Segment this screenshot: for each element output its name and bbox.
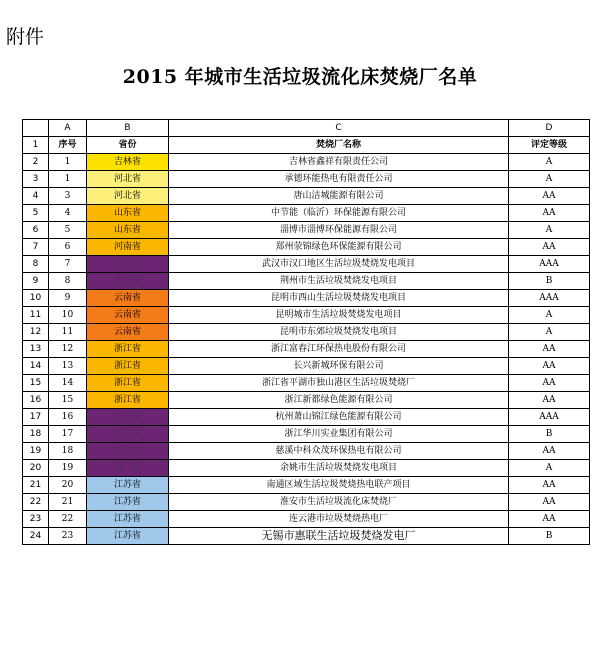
cell-no[interactable]: 19 bbox=[49, 460, 87, 477]
row-number[interactable]: 13 bbox=[23, 341, 49, 358]
table-row bbox=[23, 392, 590, 409]
row-number[interactable]: 23 bbox=[23, 511, 49, 528]
cell-no[interactable]: 14 bbox=[49, 375, 87, 392]
cell-name[interactable]: 杭州萧山锦江绿色能源有限公司 bbox=[169, 409, 509, 426]
cell-no[interactable]: 12 bbox=[49, 341, 87, 358]
cell-no[interactable]: 9 bbox=[49, 290, 87, 307]
cell-name[interactable]: 昆明市西山生活垃圾焚烧发电项目 bbox=[169, 290, 509, 307]
cell-province[interactable]: 湖北省 bbox=[87, 256, 169, 273]
header-province: 省份 bbox=[87, 137, 169, 154]
row-number[interactable]: 5 bbox=[23, 205, 49, 222]
cell-no[interactable]: 1 bbox=[49, 154, 87, 171]
cell-grade[interactable]: AA bbox=[509, 239, 590, 256]
cell-grade[interactable]: AA bbox=[509, 341, 590, 358]
cell-no[interactable]: 17 bbox=[49, 426, 87, 443]
cell-province[interactable]: 湖北省 bbox=[87, 273, 169, 290]
header-no: 序号 bbox=[49, 137, 87, 154]
cell-name[interactable]: 连云港市垃圾焚烧热电厂 bbox=[169, 511, 509, 528]
cell-grade[interactable]: AAA bbox=[509, 290, 590, 307]
cell-name[interactable]: 浙江富春江环保热电股份有限公司 bbox=[169, 341, 509, 358]
cell-no[interactable]: 6 bbox=[49, 239, 87, 256]
cell-province[interactable]: 云南省 bbox=[87, 324, 169, 341]
cell-province[interactable]: 浙江省 bbox=[87, 443, 169, 460]
cell-grade[interactable]: A bbox=[509, 460, 590, 477]
cell-name[interactable]: 无锡市惠联生活垃圾焚烧发电厂 bbox=[169, 528, 509, 545]
table-row bbox=[23, 188, 590, 205]
row-number[interactable]: 18 bbox=[23, 426, 49, 443]
annex-label: 附件 bbox=[6, 26, 45, 48]
table-row bbox=[23, 205, 590, 222]
cell-province[interactable]: 浙江省 bbox=[87, 426, 169, 443]
cell-no[interactable]: 7 bbox=[49, 256, 87, 273]
row-number[interactable]: 1 bbox=[23, 137, 49, 154]
cell-name[interactable]: 承德环能热电有限责任公司 bbox=[169, 171, 509, 188]
cell-no[interactable]: 22 bbox=[49, 511, 87, 528]
cell-grade[interactable]: AA bbox=[509, 392, 590, 409]
table-row bbox=[23, 375, 590, 392]
cell-province[interactable]: 浙江省 bbox=[87, 375, 169, 392]
row-number[interactable]: 22 bbox=[23, 494, 49, 511]
cell-no[interactable]: 3 bbox=[49, 188, 87, 205]
table-body bbox=[23, 154, 590, 545]
cell-no[interactable]: 10 bbox=[49, 307, 87, 324]
cell-name[interactable]: 淄博市淄博环保能源有限公司 bbox=[169, 222, 509, 239]
row-number[interactable]: 4 bbox=[23, 188, 49, 205]
cell-no[interactable]: 8 bbox=[49, 273, 87, 290]
cell-province[interactable]: 山东省 bbox=[87, 205, 169, 222]
row-number[interactable]: 14 bbox=[23, 358, 49, 375]
cell-name[interactable]: 浙江省平湖市独山港区生活垃圾焚烧厂 bbox=[169, 375, 509, 392]
table-row bbox=[23, 290, 590, 307]
cell-name[interactable]: 浙江新都绿色能源有限公司 bbox=[169, 392, 509, 409]
cell-grade[interactable]: A bbox=[509, 154, 590, 171]
cell-name[interactable]: 淮安市生活垃圾流化床焚烧厂 bbox=[169, 494, 509, 511]
cell-province[interactable]: 浙江省 bbox=[87, 341, 169, 358]
table-row bbox=[23, 511, 590, 528]
cell-province[interactable]: 河北省 bbox=[87, 171, 169, 188]
cell-grade[interactable]: A bbox=[509, 222, 590, 239]
cell-name[interactable]: 中节能（临沂）环保能源有限公司 bbox=[169, 205, 509, 222]
cell-name[interactable]: 慈溪中科众茂环保热电有限公司 bbox=[169, 443, 509, 460]
cell-province[interactable]: 云南省 bbox=[87, 307, 169, 324]
header-row bbox=[23, 137, 590, 154]
cell-grade[interactable]: AA bbox=[509, 188, 590, 205]
cell-grade[interactable]: AAA bbox=[509, 256, 590, 273]
row-number[interactable]: 20 bbox=[23, 460, 49, 477]
cell-province[interactable]: 江苏省 bbox=[87, 511, 169, 528]
cell-province[interactable]: 浙江省 bbox=[87, 409, 169, 426]
column-letter-row bbox=[23, 120, 590, 137]
cell-grade[interactable]: B bbox=[509, 426, 590, 443]
row-number[interactable]: 8 bbox=[23, 256, 49, 273]
row-number[interactable]: 6 bbox=[23, 222, 49, 239]
cell-no[interactable]: 23 bbox=[49, 528, 87, 545]
row-number[interactable]: 7 bbox=[23, 239, 49, 256]
table-row bbox=[23, 460, 590, 477]
cell-grade[interactable]: AA bbox=[509, 477, 590, 494]
table-row bbox=[23, 409, 590, 426]
table-row bbox=[23, 494, 590, 511]
table-row bbox=[23, 477, 590, 494]
header-name: 焚烧厂名称 bbox=[169, 137, 509, 154]
column-header-a[interactable]: A bbox=[49, 120, 87, 137]
cell-name[interactable]: 长兴新城环保有限公司 bbox=[169, 358, 509, 375]
cell-no[interactable]: 18 bbox=[49, 443, 87, 460]
row-number[interactable]: 19 bbox=[23, 443, 49, 460]
cell-name[interactable]: 南通区域生活垃圾焚烧热电联产项目 bbox=[169, 477, 509, 494]
table-row bbox=[23, 256, 590, 273]
cell-grade[interactable]: AA bbox=[509, 494, 590, 511]
cell-name[interactable]: 郑州荥锦绿色环保能源有限公司 bbox=[169, 239, 509, 256]
cell-grade[interactable]: AA bbox=[509, 511, 590, 528]
table-row bbox=[23, 341, 590, 358]
column-header-d[interactable]: D bbox=[509, 120, 590, 137]
row-number[interactable]: 21 bbox=[23, 477, 49, 494]
table-row bbox=[23, 443, 590, 460]
row-number[interactable]: 16 bbox=[23, 392, 49, 409]
cell-province[interactable]: 吉林省 bbox=[87, 154, 169, 171]
row-number[interactable]: 15 bbox=[23, 375, 49, 392]
cell-name[interactable]: 武汉市汉口地区生活垃圾焚烧发电项目 bbox=[169, 256, 509, 273]
cell-grade[interactable]: B bbox=[509, 528, 590, 545]
row-number[interactable]: 3 bbox=[23, 171, 49, 188]
column-header-b[interactable]: B bbox=[87, 120, 169, 137]
cell-no[interactable]: 1 bbox=[49, 171, 87, 188]
cell-no[interactable]: 13 bbox=[49, 358, 87, 375]
cell-no[interactable]: 11 bbox=[49, 324, 87, 341]
cell-name[interactable]: 昆明市东郊垃圾焚烧发电项目 bbox=[169, 324, 509, 341]
cell-name[interactable]: 浙江华川实业集团有限公司 bbox=[169, 426, 509, 443]
cell-grade[interactable]: AA bbox=[509, 358, 590, 375]
cell-province[interactable]: 山东省 bbox=[87, 222, 169, 239]
cell-province[interactable]: 浙江省 bbox=[87, 358, 169, 375]
cell-grade[interactable]: A bbox=[509, 324, 590, 341]
cell-grade[interactable]: AAA bbox=[509, 409, 590, 426]
cell-province[interactable]: 浙江省 bbox=[87, 392, 169, 409]
cell-province[interactable]: 浙江省 bbox=[87, 460, 169, 477]
table-row bbox=[23, 154, 590, 171]
row-number[interactable]: 12 bbox=[23, 324, 49, 341]
cell-no[interactable]: 21 bbox=[49, 494, 87, 511]
cell-grade[interactable]: AA bbox=[509, 443, 590, 460]
cell-no[interactable]: 15 bbox=[49, 392, 87, 409]
cell-name[interactable]: 吉林省鑫祥有限责任公司 bbox=[169, 154, 509, 171]
cell-name[interactable]: 余姚市生活垃圾焚烧发电项目 bbox=[169, 460, 509, 477]
column-header-c[interactable]: C bbox=[169, 120, 509, 137]
row-number[interactable]: 2 bbox=[23, 154, 49, 171]
table-row bbox=[23, 273, 590, 290]
header-grade: 评定等级 bbox=[509, 137, 590, 154]
cell-name[interactable]: 昆明城市生活垃圾焚烧发电项目 bbox=[169, 307, 509, 324]
row-number[interactable]: 10 bbox=[23, 290, 49, 307]
document-title: 2015 年城市生活垃圾流化床焚烧厂名单 bbox=[122, 66, 478, 88]
cell-no[interactable]: 16 bbox=[49, 409, 87, 426]
table-row bbox=[23, 528, 590, 545]
cell-no[interactable]: 4 bbox=[49, 205, 87, 222]
cell-grade[interactable]: A bbox=[509, 171, 590, 188]
cell-name[interactable]: 唐山洁城能源有限公司 bbox=[169, 188, 509, 205]
cell-province[interactable]: 河北省 bbox=[87, 188, 169, 205]
table-row bbox=[23, 358, 590, 375]
cell-province[interactable]: 江苏省 bbox=[87, 494, 169, 511]
table-row bbox=[23, 324, 590, 341]
cell-grade[interactable]: A bbox=[509, 307, 590, 324]
table-row bbox=[23, 307, 590, 324]
table-row bbox=[23, 426, 590, 443]
cell-province[interactable]: 江苏省 bbox=[87, 528, 169, 545]
table-row bbox=[23, 222, 590, 239]
row-number[interactable]: 9 bbox=[23, 273, 49, 290]
cell-name[interactable]: 荆州市生活垃圾焚烧发电项目 bbox=[169, 273, 509, 290]
corner-cell[interactable] bbox=[23, 120, 49, 137]
table-row bbox=[23, 171, 590, 188]
cell-province[interactable]: 河南省 bbox=[87, 239, 169, 256]
row-number[interactable]: 17 bbox=[23, 409, 49, 426]
cell-grade[interactable]: B bbox=[509, 273, 590, 290]
cell-province[interactable]: 云南省 bbox=[87, 290, 169, 307]
cell-no[interactable]: 5 bbox=[49, 222, 87, 239]
row-number[interactable]: 11 bbox=[23, 307, 49, 324]
table-row bbox=[23, 239, 590, 256]
cell-grade[interactable]: AA bbox=[509, 205, 590, 222]
cell-grade[interactable]: AA bbox=[509, 375, 590, 392]
incinerator-table bbox=[22, 119, 590, 545]
cell-province[interactable]: 江苏省 bbox=[87, 477, 169, 494]
row-number[interactable]: 24 bbox=[23, 528, 49, 545]
cell-no[interactable]: 20 bbox=[49, 477, 87, 494]
